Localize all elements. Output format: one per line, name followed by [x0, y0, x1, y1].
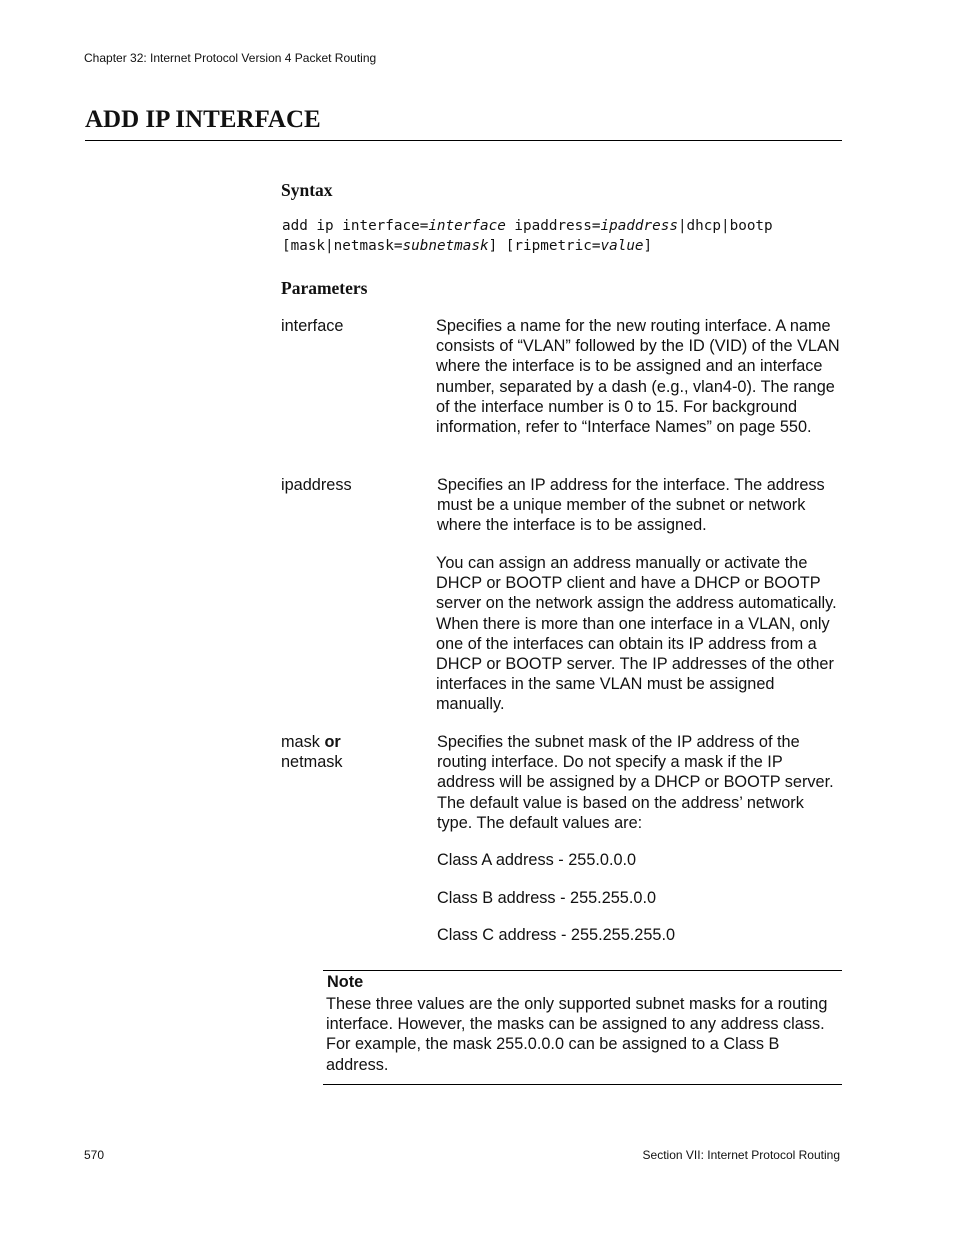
syntax-literal: ipaddress=: [505, 218, 601, 234]
running-header: Chapter 32: Internet Protocol Version 4 Packet Routing: [84, 51, 377, 65]
syntax-code: [282, 216, 842, 256]
syntax-line-1: [282, 216, 842, 236]
note-label: Note: [327, 973, 364, 991]
param-desc-ipaddress: Specifies an IP address for the interface. The address must be a unique member of the subnet or network where the interface is to be assigned.: [437, 476, 825, 535]
page-number: 570: [84, 1148, 105, 1162]
param-name-interface: interface: [281, 317, 344, 335]
param-desc-interface: Specifies a name for the new routing interface. A name consists of “VLAN” followed by the ID (VID) of the VLAN where the interface is to be assigned and an interface number, separated by a dash (e.g., vlan4-0). The range of the interface number is 0 to 15. For background information, refer to “Interface Names” on page 550.: [436, 317, 840, 437]
param-name-mask-b: netmask: [281, 753, 343, 772]
class-a-value: Class A address - 255.0.0.0: [437, 851, 637, 869]
syntax-placeholder: subnetmask: [402, 238, 489, 254]
syntax-heading: Syntax: [281, 180, 333, 200]
param-name-mask-a: mask: [281, 733, 320, 751]
title-rule: [85, 140, 842, 141]
syntax-placeholder: interface: [428, 218, 506, 234]
syntax-literal: |dhcp|bootp: [677, 218, 773, 234]
note-text: These three values are the only supported subnet masks for a routing interface. However, the masks can be assigned to any address class. For example, the mask 255.0.0.0 can be assigned to a Class B address.: [326, 995, 828, 1074]
class-b-value: Class B address - 255.255.0.0: [437, 889, 657, 907]
syntax-placeholder: ipaddress: [600, 218, 678, 234]
param-desc-mask: Specifies the subnet mask of the IP address of the routing interface. Do not specify a mask if the IP address will be assigned by a DHCP or BOOTP server. The default value is based on the address’ network type. The default values are:: [437, 733, 834, 832]
note-top-rule: [323, 970, 842, 971]
class-c-value: Class C address - 255.255.255.0: [437, 926, 676, 944]
note-bottom-rule: [323, 1084, 842, 1085]
page-title: ADD IP INTERFACE: [85, 106, 321, 133]
syntax-placeholder: value: [600, 238, 644, 254]
param-name-or: or: [324, 733, 341, 751]
param-name-ipaddress: ipaddress: [281, 476, 352, 494]
syntax-literal: [mask|netmask=: [282, 238, 403, 254]
param-name-mask: [281, 732, 421, 772]
param-desc-ipaddress-detail: You can assign an address manually or activate the DHCP or BOOTP client and have a DHCP or BOOTP server on the network assign the address automatically. When there is more than one interface in a VLAN, only one of the interfaces can obtain its IP address from a DHCP or BOOTP server. The IP addresses of the other interfaces in the same VLAN must be assigned manually.: [436, 554, 837, 714]
parameters-heading: Parameters: [281, 278, 368, 298]
syntax-literal: ]: [643, 238, 653, 254]
syntax-line-2: [282, 236, 842, 256]
section-footer: Section VII: Internet Protocol Routing: [642, 1148, 840, 1162]
syntax-literal: add ip interface=: [282, 218, 429, 234]
syntax-literal: ] [ripmetric=: [488, 238, 601, 254]
